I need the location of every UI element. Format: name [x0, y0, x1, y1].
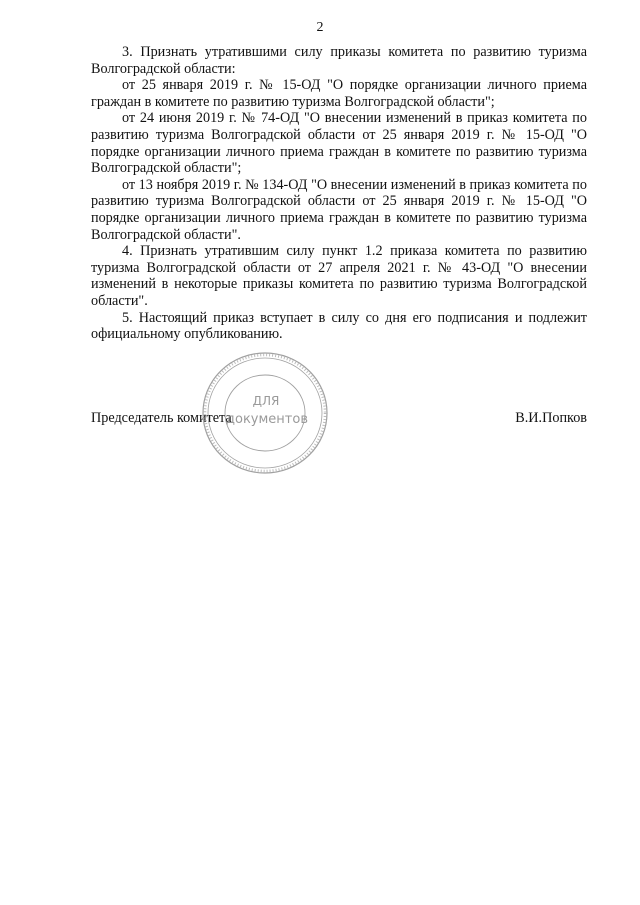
- paragraph-3-item-2: от 24 июня 2019 г. № 74-ОД "О внесении изменений в приказ комитета по развитию туризма Волгоградской области от 25 января 2019 г. № 15-ОД "О порядке организации личного приема граждан в комитете по развитию туризма Волгоградской области";: [91, 110, 587, 177]
- seal-line-1: ДЛЯ: [252, 394, 280, 408]
- paragraph-5: 5. Настоящий приказ вступает в силу со дня его подписания и подлежит официальному опубликованию.: [91, 309, 587, 343]
- signatory-name: В.И.Попков: [515, 410, 587, 426]
- seal-line-2: документов: [226, 412, 308, 427]
- paragraph-3-item-3: от 13 ноября 2019 г. № 134-ОД "О внесении изменений в приказ комитета по развитию туризма Волгоградской области от 25 января 2019 г. № 15-ОД "О порядке организации личного приема граждан в комитете по развитию туризма Волгоградской области".: [91, 176, 587, 243]
- page-number: 2: [316, 20, 324, 35]
- paragraph-4: 4. Признать утратившим силу пункт 1.2 приказа комитета по развитию туризма Волгоградской области от 27 апреля 2021 г. № 43-ОД "О внесении изменений в некоторые приказы комитета по развитию туризма Волгоградской области".: [91, 243, 587, 309]
- paragraph-3: 3. Признать утратившими силу приказы комитета по развитию туризма Волгоградской области:: [91, 44, 587, 77]
- paragraph-3-item-1: от 25 января 2019 г. № 15-ОД "О порядке организации личного приема граждан в комитете по развитию туризма Волгоградской области";: [91, 77, 587, 110]
- signature-block: [91, 410, 587, 427]
- signatory-position: Председатель комитета: [91, 410, 232, 426]
- document-body: [91, 44, 587, 343]
